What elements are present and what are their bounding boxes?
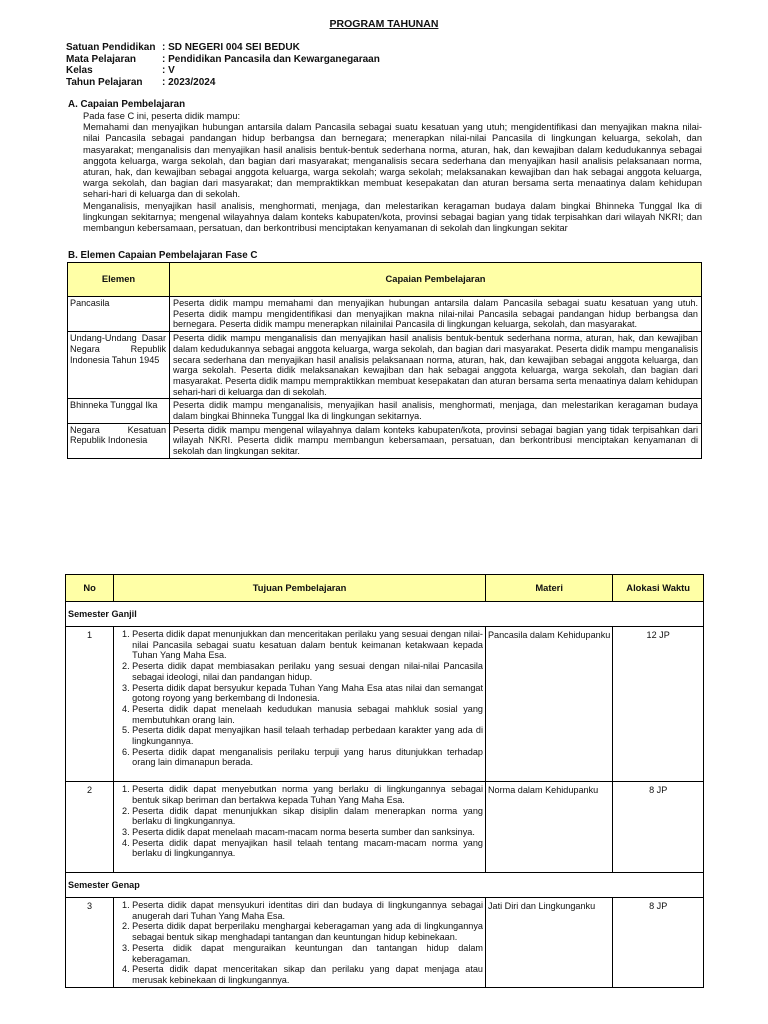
info-row-kelas bbox=[66, 65, 380, 77]
elemen-cell: Negara Kesatuan Republik Indonesia bbox=[68, 423, 170, 458]
alokasi-cell: 12 JP bbox=[613, 627, 704, 782]
tujuan-cell bbox=[114, 782, 486, 873]
list-item: 1. Peserta didik dapat menunjukkan dan menceritakan perilaku yang sesuai dengan nilai-nilai Pancasila sebagai suatu kesatuan dalam bentuk keimanan ketakwaan kepada Tuhan Yang Maha Esa. bbox=[132, 629, 483, 661]
materi-cell: Jati Diri dan Lingkunganku bbox=[485, 898, 612, 988]
elemen-table bbox=[67, 262, 702, 459]
info-value: : V bbox=[162, 65, 175, 77]
tujuan-list bbox=[116, 900, 483, 986]
list-item: 3. Peserta didik dapat menelaah macam-macam norma beserta sumber dan sanksinya. bbox=[132, 827, 483, 838]
section-b-heading: B. Elemen Capaian Pembelajaran Fase C bbox=[68, 250, 258, 261]
header-capaian: Capaian Pembelajaran bbox=[170, 263, 702, 297]
row-number: 3 bbox=[66, 898, 114, 988]
tujuan-cell bbox=[114, 898, 486, 988]
document-title: PROGRAM TAHUNAN bbox=[329, 18, 439, 30]
tujuan-list bbox=[116, 784, 483, 859]
capaian-paragraph: Pada fase C ini, peserta didik mampu: bbox=[83, 111, 241, 121]
table-row bbox=[66, 782, 704, 873]
capaian-text bbox=[83, 111, 702, 234]
info-label: Kelas bbox=[66, 65, 93, 77]
list-item: 6. Peserta didik dapat menganalisis perilaku terpuji yang harus ditunjukkan terhadap orang lain dimanapun berada. bbox=[132, 747, 483, 768]
table-row bbox=[68, 423, 702, 458]
header-tujuan: Tujuan Pembelajaran bbox=[114, 575, 486, 602]
list-item: 3. Peserta didik dapat menguraikan keuntungan dan tantangan hidup dalam keberagaman. bbox=[132, 943, 483, 964]
semester-ganjil-label: Semester Ganjil bbox=[66, 602, 704, 627]
table-row bbox=[66, 898, 704, 988]
capaian-paragraph: Memahami dan menyajikan hubungan antarsila dalam Pancasila sebagai suatu kesatuan yang utuh; mengidentifikasi dan menyajikan makna nilai-nilai Pancasila sebagai pandangan hidup berbangsa dan bernegara; menerapkan nilai-nilai Pancasila di lingkungan keluarga, sekolah, dan masyarakat; menganalisis dan menyajikan hasil analisis bentuk-bentuk sederhana norma, aturan, hak, dan kewajiban dalam kedudukannya sebagai anggota keluarga, warga sekolah, dan bagian dari masyarakat; menganalisis secara sederhana dan menyajikan hasil analisis pelaksanaan norma, aturan, hak, dan kewajiban sebagai anggota keluarga, warga sekolah; warga sekolah; melaksanakan kewajiban dan hak sebagai anggota keluarga, warga sekolah, dan bagian dari masyarakat; dan mempraktikkan membuat kesepakatan dan aturan bersama serta menaatinya dalam kehidupan sehari-hari di keluarga dan di sekolah. bbox=[83, 122, 702, 200]
tujuan-cell bbox=[114, 627, 486, 782]
alokasi-cell: 8 JP bbox=[613, 898, 704, 988]
table-row bbox=[68, 332, 702, 399]
list-item: 5. Peserta didik dapat menyajikan hasil telaah terhadap perbedaan karakter yang ada di lingkungannya. bbox=[132, 725, 483, 746]
elemen-cell: Pancasila bbox=[68, 297, 170, 332]
prota-table bbox=[65, 574, 704, 988]
capaian-cell: Peserta didik mampu menganalisis, menyajikan hasil analisis, menghormati, menjaga, dan melestarikan keragaman budaya dalam bingkai Bhinneka Tunggal Ika di lingkungan sekitarnya. bbox=[170, 399, 702, 423]
list-item: 2. Peserta didik dapat berperilaku menghargai keberagaman yang ada di lingkungannya sebagai bentuk sikap menghadapi tantangan dan keuntungan hidup kebinekaan. bbox=[132, 921, 483, 942]
info-row-satuan bbox=[66, 42, 380, 54]
alokasi-cell: 8 JP bbox=[613, 782, 704, 873]
semester-row bbox=[66, 873, 704, 898]
info-value: : 2023/2024 bbox=[162, 76, 216, 88]
list-item: 2. Peserta didik dapat membiasakan perilaku yang sesuai dengan nilai-nilai Pancasila sebagai ideologi, nilai dan pandangan hidup. bbox=[132, 661, 483, 682]
info-row-tahun bbox=[66, 77, 380, 89]
elemen-cell: Undang-Undang Dasar Negara Republik Indonesia Tahun 1945 bbox=[68, 332, 170, 399]
elemen-cell: Bhinneka Tunggal Ika bbox=[68, 399, 170, 423]
capaian-paragraph: Menganalisis, menyajikan hasil analisis, menghormati, menjaga, dan melestarikan keragaman budaya dalam bingkai Bhinneka Tunggal Ika di lingkungan sekitarnya; mengenal wilayahnya dalam konteks kabupaten/kota, provinsi sebagai bagian yang tidak terpisahkan dari wilayah NKRI; dan membangun kebersamaan, persatuan, dan berkontribusi menciptakan kenyamanan di sekolah dan lingkungan sekitar bbox=[83, 200, 702, 234]
table-header-row bbox=[66, 575, 704, 602]
list-item: 4. Peserta didik dapat menyajikan hasil telaah tentang macam-macam norma yang berlaku di lingkungannya. bbox=[132, 838, 483, 859]
header-no: No bbox=[66, 575, 114, 602]
table-row bbox=[66, 627, 704, 782]
table-row bbox=[68, 399, 702, 423]
info-label: Mata Pelajaran bbox=[66, 53, 137, 65]
list-item: 2. Peserta didik dapat menunjukkan sikap disiplin dalam menerapkan norma yang berlaku di lingkungannya. bbox=[132, 806, 483, 827]
section-a-heading: A. Capaian Pembelajaran bbox=[68, 99, 186, 110]
header-materi: Materi bbox=[485, 575, 612, 602]
materi-cell: Pancasila dalam Kehidupanku bbox=[485, 627, 612, 782]
row-number: 2 bbox=[66, 782, 114, 873]
list-item: 3. Peserta didik dapat bersyukur kepada Tuhan Yang Maha Esa atas nilai dan semangat gotong royong yang berkembang di Indonesia. bbox=[132, 683, 483, 704]
info-label: Tahun Pelajaran bbox=[66, 76, 143, 88]
info-row-mapel bbox=[66, 54, 380, 66]
list-item: 4. Peserta didik dapat menceritakan sikap dan perilaku yang dapat menjaga atau merusak kebinekaan di lingkungannya. bbox=[132, 964, 483, 985]
info-value: : SD NEGERI 004 SEI BEDUK bbox=[162, 42, 300, 53]
capaian-cell: Peserta didik mampu mengenal wilayahnya dalam konteks kabupaten/kota, provinsi sebagai bagian yang tidak terpisahkan dari wilayah NKRI. Peserta didik mampu membangun kebersamaan, persatuan, dan berkontribusi menciptakan kenyamanan di sekolah dan lingkungan sekitar. bbox=[170, 423, 702, 458]
info-value: : Pendidikan Pancasila dan Kewarganegaraan bbox=[162, 53, 380, 65]
materi-cell: Norma dalam Kehidupanku bbox=[485, 782, 612, 873]
list-item: 1. Peserta didik dapat mensyukuri identitas diri dan budaya di lingkungannya sebagai anugerah dari Tuhan Yang Maha Esa. bbox=[132, 900, 483, 921]
header-alokasi: Alokasi Waktu bbox=[613, 575, 704, 602]
capaian-cell: Peserta didik mampu memahami dan menyajikan hubungan antarsila dalam Pancasila sebagai suatu kesatuan yang utuh. Peserta didik mampu mengidentifikasi dan menyajikan makna nilai-nilai Pancasila sebagai pandangan hidup berbangsa dan bernegara. Peserta didik mampu menerapkan nilainilai Pancasila di lingkungan keluarga, sekolah, dan masyarakat. bbox=[170, 297, 702, 332]
info-label: Satuan Pendidikan bbox=[66, 42, 156, 53]
table-row bbox=[68, 297, 702, 332]
list-item: 1. Peserta didik dapat menyebutkan norma yang berlaku di lingkungannya sebagai bentuk sikap beriman dan bertakwa kepada Tuhan Yang Maha Esa. bbox=[132, 784, 483, 805]
table-header-row bbox=[68, 263, 702, 297]
row-number: 1 bbox=[66, 627, 114, 782]
header-elemen: Elemen bbox=[68, 263, 170, 297]
identity-block bbox=[66, 42, 380, 88]
list-item: 4. Peserta didik dapat menelaah kedudukan manusia sebagai mahkluk sosial yang membutuhkan orang lain. bbox=[132, 704, 483, 725]
semester-genap-label: Semester Genap bbox=[66, 873, 704, 898]
capaian-cell: Peserta didik mampu menganalisis dan menyajikan hasil analisis bentuk-bentuk sederhana norma, aturan, hak, dan kewajiban dalam kedudukannya sebagai anggota keluarga, warga sekolah, dan bagian dari masyarakat. Peserta didik mampu menganalisis secara sederhana dan menyajikan hasil analisis pelaksanaan norma, aturan, hak, dan kewajiban sebagai anggota keluarga, dan warga sekolah. Peserta didik melaksanakan kewajiban dan hak sebagai anggota keluarga, warga sekolah, dan bagian dari masyarakat. Peserta didik mampu mempraktikkan membuat kesepakatan dan aturan bersama serta menaatinya dalam kehidupan sehari-hari di keluarga dan di sekolah. bbox=[170, 332, 702, 399]
tujuan-list bbox=[116, 629, 483, 768]
semester-row bbox=[66, 602, 704, 627]
